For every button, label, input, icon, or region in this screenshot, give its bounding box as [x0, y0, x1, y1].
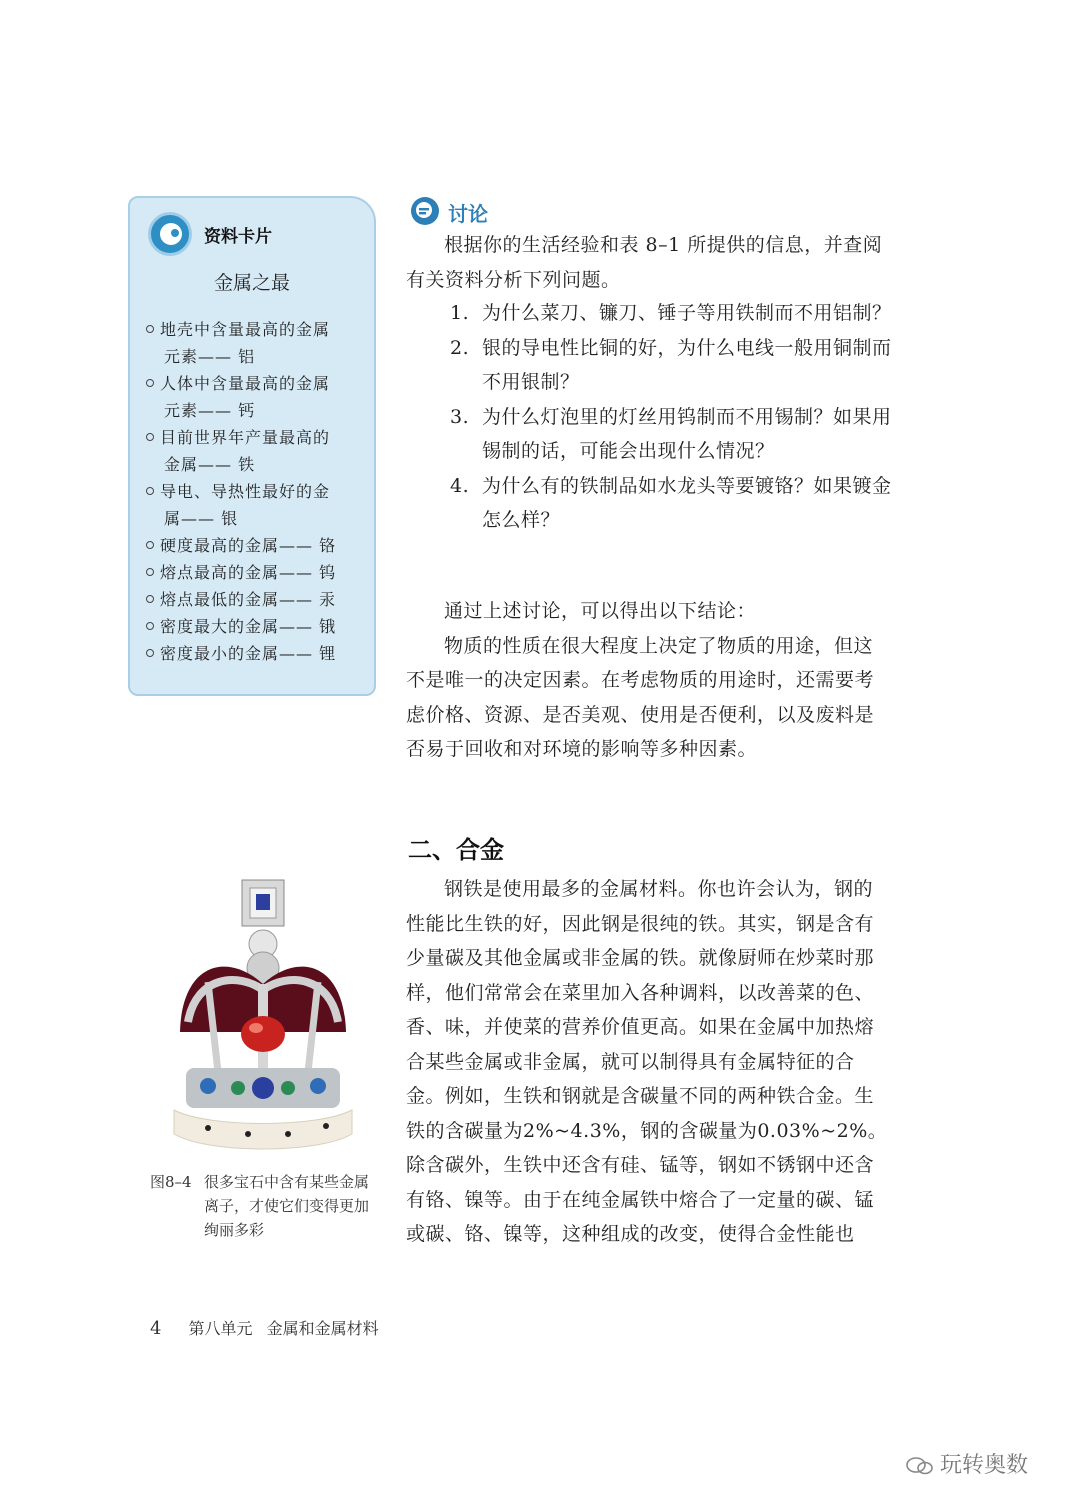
card-list-item — [144, 640, 366, 667]
watermark — [906, 1448, 1028, 1479]
card-item-line: 导电、导热性最好的金 — [160, 482, 331, 501]
figure-caption — [150, 1170, 382, 1242]
question-item — [450, 469, 892, 538]
data-card — [128, 196, 376, 696]
card-title: 金属之最 — [213, 272, 290, 294]
card-list-item — [144, 370, 366, 424]
card-item-line: 目前世界年产量最高的 — [160, 428, 331, 447]
question-item — [450, 331, 892, 400]
figure-number: 图8–4 — [150, 1173, 192, 1191]
watermark-text: 玩转奥数 — [940, 1453, 1029, 1478]
discussion-intro: 根据你的生活经验和表 8–1 所提供的信息，并查阅有关资料分析下列问题。 — [406, 234, 883, 291]
question-item — [450, 400, 892, 469]
page-number: 4 — [150, 1318, 162, 1339]
figure-caption-text: 很多宝石中含有某些金属离子，才使它们变得更加绚丽多彩 — [204, 1173, 370, 1239]
info-badge-icon — [148, 212, 192, 256]
section-heading: 二、合金 — [408, 836, 504, 864]
question-text: 为什么灯泡里的灯丝用钨制而不用锡制？如果用锡制的话，可能会出现什么情况？ — [482, 405, 892, 462]
card-list — [144, 316, 366, 667]
unit-name: 第八单元 — [188, 1319, 253, 1338]
card-item-line: 元素—— 铝 — [164, 347, 256, 366]
card-list-item — [144, 424, 366, 478]
card-item-line: 密度最小的金属—— 锂 — [160, 644, 337, 663]
question-number: 4. — [450, 474, 470, 497]
card-list-item — [144, 532, 366, 559]
card-item-line: 硬度最高的金属—— 铬 — [160, 536, 337, 555]
card-list-item — [144, 559, 366, 586]
card-item-line: 金属—— 铁 — [164, 455, 256, 474]
section-body: 钢铁是使用最多的金属材料。你也许会认为，钢的性能比生铁的好，因此钢是很纯的铁。其实，钢是含有少量碳及其他金属或非金属的铁。就像厨师在炒菜时那样，他们常常会在菜里加入各种调料，以改善菜的色、香、味，并使菜的营养价值更高。如果在金属中加热熔合某些金属或非金属，就可以制得具有金属特征的合金。例如，生铁和钢就是含碳量不同的两种铁合金。生铁的含碳量为2%~4.3%，钢的含碳量为0.03%~2%。除含碳外，生铁中还含有硅、锰等，钢如不锈钢中还含有铬、镍等。由于在纯金属铁中熔合了一定量的碳、锰或碳、铬、镍等，这种组成的改变，使得合金性能也 — [406, 878, 888, 1245]
question-number: 3. — [450, 405, 470, 428]
question-text: 银的导电性比铜的好，为什么电线一般用铜制而不用银制？ — [482, 336, 892, 393]
card-item-line: 地壳中含量最高的金属 — [160, 320, 331, 339]
card-list-item — [144, 586, 366, 613]
question-item — [450, 296, 892, 331]
crown-image — [168, 872, 358, 1164]
unit-title: 金属和金属材料 — [266, 1319, 379, 1338]
page-footer — [150, 1316, 379, 1339]
card-label: 资料卡片 — [204, 227, 272, 247]
card-list-item — [144, 478, 366, 532]
chat-bubble-icon — [906, 1456, 934, 1476]
card-item-line: 密度最大的金属—— 锇 — [160, 617, 337, 636]
card-item-line: 人体中含量最高的金属 — [160, 374, 331, 393]
question-list — [450, 296, 892, 538]
question-text: 为什么有的铁制品如水龙头等要镀铬？如果镀金怎么样？ — [482, 474, 892, 531]
card-item-line: 属—— 银 — [164, 509, 239, 528]
card-item-line: 元素—— 钙 — [164, 401, 256, 420]
conclusion-lead: 通过上述讨论，可以得出以下结论： — [444, 600, 757, 622]
conclusion-block — [406, 594, 892, 767]
discussion-icon — [410, 196, 440, 226]
card-list-item — [144, 613, 366, 640]
question-text: 为什么菜刀、镰刀、锤子等用铁制而不用铝制？ — [482, 302, 892, 324]
card-item-line: 熔点最低的金属—— 汞 — [160, 590, 337, 609]
question-number: 1. — [450, 302, 470, 324]
discussion-title: 讨论 — [448, 202, 488, 226]
card-item-line: 熔点最高的金属—— 钨 — [160, 563, 337, 582]
card-list-item — [144, 316, 366, 370]
question-number: 2. — [450, 336, 470, 359]
conclusion-text: 物质的性质在很大程度上决定了物质的用途，但这不是唯一的决定因素。在考虑物质的用途时，还需要考虑价格、资源、是否美观、使用是否便利，以及废料是否易于回收和对环境的影响等多种因素。 — [406, 634, 875, 760]
